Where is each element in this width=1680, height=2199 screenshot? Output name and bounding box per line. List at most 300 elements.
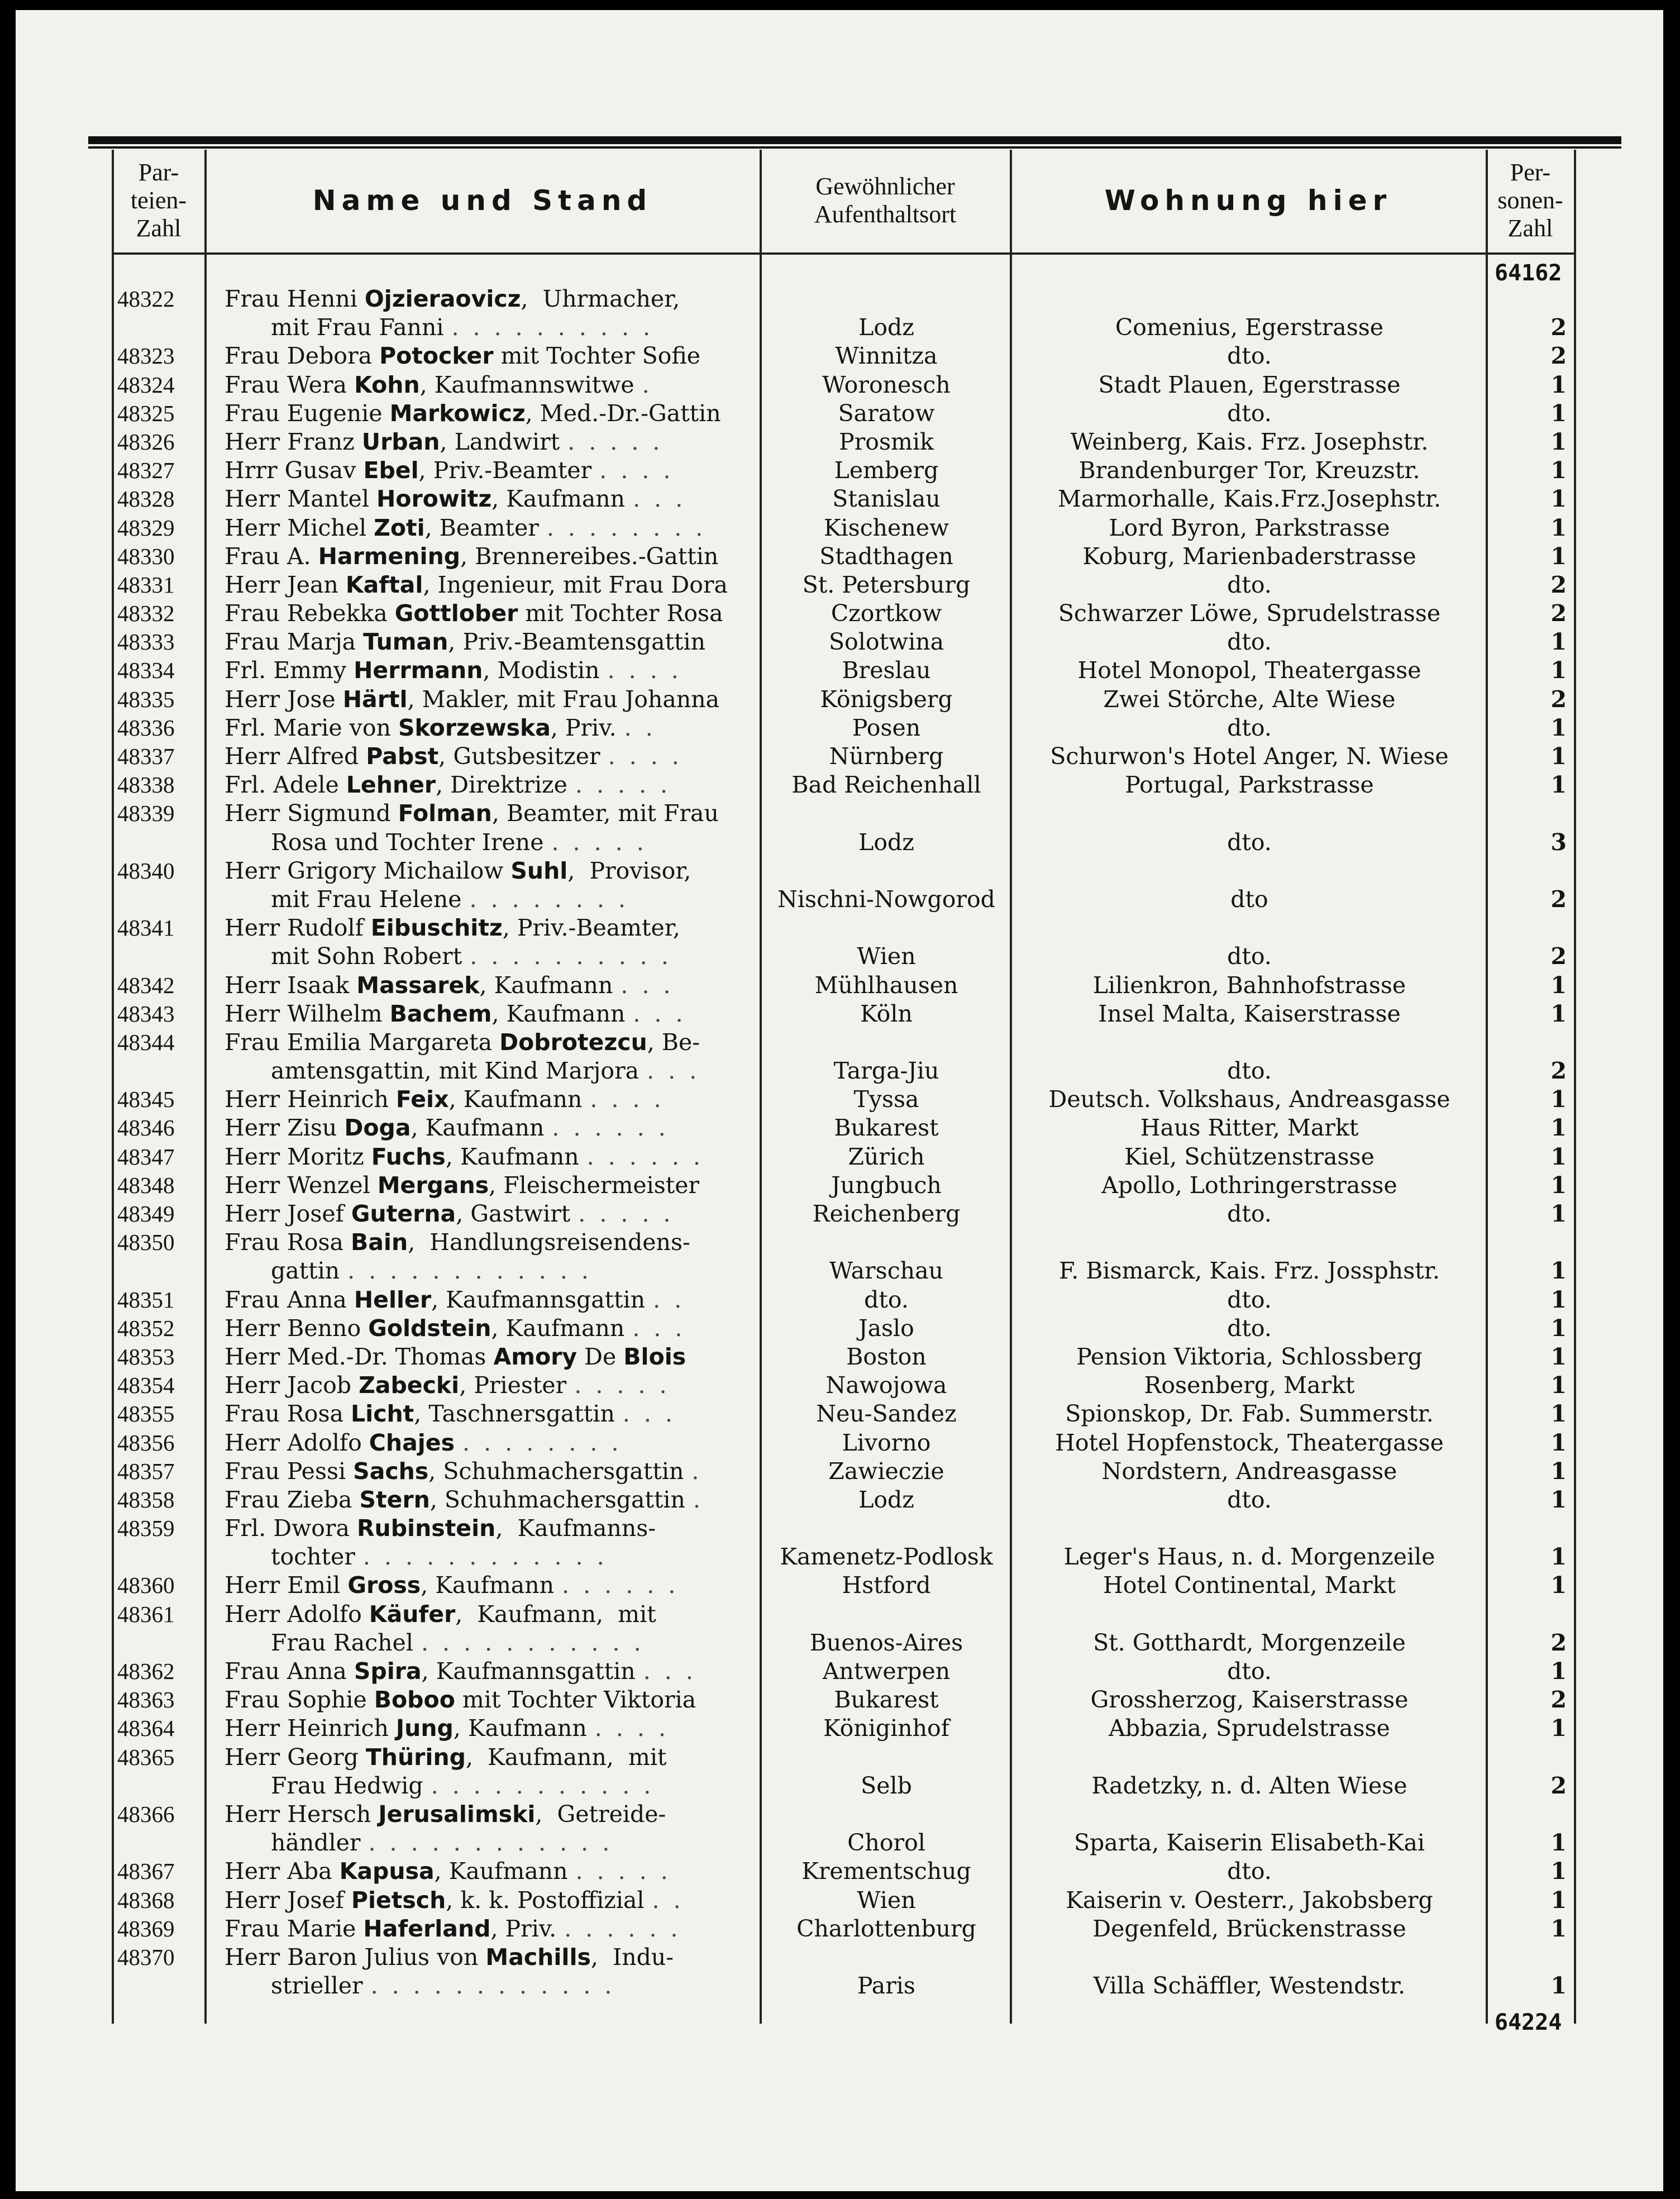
person-count: 1: [1550, 1200, 1567, 1227]
name-text: Frau Marja: [225, 628, 364, 656]
party-number: 48356: [117, 1429, 175, 1456]
register-entry: [0, 542, 1680, 571]
register-entry: [0, 1314, 1680, 1343]
header-name-und-stand: Name und Stand: [312, 184, 653, 217]
usual-residence: Targa-Jiu: [833, 1057, 939, 1085]
local-address: dto.: [1227, 828, 1272, 856]
party-number: 48367: [117, 1858, 175, 1885]
name-and-status: [225, 1085, 758, 1114]
name-text: , Direktrize: [436, 771, 567, 799]
usual-residence: Livorno: [842, 1429, 931, 1456]
name-and-status: [225, 485, 758, 513]
usual-residence: Lodz: [858, 828, 914, 856]
surname: Folman: [398, 800, 492, 827]
name-text: Frau Marie: [225, 1915, 364, 1942]
name-text: , Kaufmann: [491, 1000, 626, 1027]
name-text: , Brennereibes.-Gattin: [460, 542, 719, 570]
register-entry: [0, 1457, 1680, 1486]
party-number: 48322: [117, 286, 175, 312]
party-number: 48357: [117, 1458, 175, 1484]
register-entry: [0, 1200, 1680, 1228]
register-entry: [0, 514, 1680, 542]
name-text: , Kaufmann: [453, 1715, 587, 1742]
person-count: 2: [1550, 1772, 1567, 1799]
surname: Massarek: [356, 971, 480, 999]
local-address: Lord Byron, Parkstrasse: [1109, 514, 1390, 541]
entry-line: [0, 514, 1680, 542]
entry-line: [0, 1371, 1680, 1400]
entry-line: [0, 371, 1680, 399]
name-and-status: [225, 1915, 758, 1943]
person-count: 2: [1550, 314, 1567, 341]
leader-dots: . . . . .: [575, 771, 671, 799]
local-address: Schurwon's Hotel Anger, N. Wiese: [1050, 743, 1449, 770]
entry-line: [0, 571, 1680, 599]
person-count: 1: [1550, 1572, 1567, 1599]
entry-line: [0, 771, 1680, 799]
name-and-status: [225, 1286, 758, 1314]
name-and-status: [225, 456, 758, 485]
register-entry: [0, 1371, 1680, 1400]
usual-residence: Warschau: [829, 1257, 943, 1285]
name-and-status: [225, 1800, 758, 1829]
party-number: 48359: [117, 1515, 175, 1542]
person-count: 2: [1550, 600, 1567, 627]
name-text: Herr Alfred: [225, 743, 366, 770]
party-number: 48339: [117, 800, 175, 827]
person-count: 1: [1550, 771, 1567, 799]
surname: Mergans: [377, 1171, 489, 1199]
entry-line: [0, 1200, 1680, 1228]
name-text: Herr Michel: [225, 514, 374, 541]
surname: Käufer: [369, 1600, 456, 1628]
local-address: Abbazia, Sprudelstrasse: [1109, 1715, 1390, 1742]
name-and-status: [271, 313, 758, 342]
entry-line: [0, 1114, 1680, 1142]
register-entry: [0, 1286, 1680, 1314]
entry-line: [0, 857, 1680, 885]
name-text: mit Sohn Robert: [271, 943, 462, 970]
party-number: 48328: [117, 486, 175, 512]
name-text: Frau Wera: [225, 371, 355, 398]
entry-line: [0, 1571, 1680, 1600]
register-entry: [0, 685, 1680, 714]
local-address: dto.: [1227, 943, 1272, 970]
name-text: , Priester: [459, 1372, 567, 1399]
local-address: dto.: [1227, 1057, 1272, 1085]
name-text: Herr Josef: [225, 1886, 351, 1914]
name-and-status: [225, 1857, 758, 1886]
name-text: Frau Anna: [225, 1286, 354, 1313]
entry-line: [0, 342, 1680, 370]
party-number: 48352: [117, 1315, 175, 1341]
local-address: Hotel Continental, Markt: [1103, 1572, 1396, 1599]
name-text: mit Tochter Rosa: [518, 600, 723, 627]
surname: Kapusa: [339, 1858, 435, 1885]
register-entry: [0, 1171, 1680, 1200]
usual-residence: Posen: [852, 714, 921, 741]
name-text: , Landwirt: [440, 428, 560, 455]
entry-line: [0, 1743, 1680, 1772]
surname: Doga: [344, 1114, 411, 1142]
local-address: Koburg, Marienbaderstrasse: [1082, 542, 1416, 570]
register-entry: [0, 742, 1680, 771]
person-count: 1: [1550, 457, 1567, 484]
local-address: Grossherzog, Kaiserstrasse: [1090, 1686, 1409, 1714]
entry-line: [0, 656, 1680, 685]
name-text: , Kaufmann: [411, 1114, 545, 1142]
usual-residence: Zawieczie: [828, 1457, 944, 1485]
person-count: 1: [1550, 657, 1567, 684]
name-and-status: [225, 285, 758, 313]
person-count: 1: [1550, 1429, 1567, 1456]
local-address: dto.: [1227, 714, 1272, 741]
entry-line: [0, 1457, 1680, 1486]
entry-line: [0, 1972, 1680, 2000]
name-text: Hrrr Gusav: [225, 457, 364, 484]
leader-dots: . . . . . . . . . . .: [431, 1772, 655, 1799]
name-text: Herr Baron Julius von: [225, 1943, 486, 1971]
name-text: Herr Jacob: [225, 1372, 359, 1399]
leader-dots: . . .: [633, 1000, 686, 1027]
person-count: 1: [1550, 1314, 1567, 1342]
usual-residence: Selb: [861, 1772, 912, 1799]
register-entry: [0, 399, 1680, 428]
leader-dots: . . . . . .: [552, 1114, 669, 1142]
name-text: , Priv.-Beamter,: [502, 914, 680, 942]
party-number: 48325: [117, 400, 175, 426]
person-count: 1: [1550, 1829, 1567, 1857]
name-text: , Med.-Dr.-Gattin: [525, 399, 721, 427]
register-entry: [0, 1085, 1680, 1114]
name-and-status: [225, 656, 758, 685]
register-entry: [0, 571, 1680, 599]
entry-line: [0, 1000, 1680, 1028]
entry-line: [0, 456, 1680, 485]
name-text: , Kaufmann: [479, 971, 613, 999]
person-count: 1: [1550, 714, 1567, 741]
person-count: 1: [1550, 1543, 1567, 1571]
name-text: Rosa und Tochter Irene: [271, 828, 544, 856]
register-entry: [0, 1028, 1680, 1085]
name-text: , Priv.-Beamtensgattin: [448, 628, 705, 656]
name-text: Herr Rudolf: [225, 914, 371, 942]
person-count: 1: [1550, 1486, 1567, 1513]
surname: Guterna: [351, 1200, 456, 1227]
usual-residence: Stadthagen: [819, 542, 953, 570]
entry-line: [0, 1171, 1680, 1200]
register-entry: [0, 628, 1680, 656]
leader-dots: . . . . .: [574, 1372, 670, 1399]
entry-line: [0, 285, 1680, 313]
name-and-status: [225, 971, 758, 1000]
usual-residence: Lodz: [858, 314, 914, 341]
leader-dots: . .: [652, 1886, 684, 1914]
name-text: Herr Jean: [225, 571, 346, 598]
person-count: 1: [1550, 542, 1567, 570]
person-count: 1: [1550, 1257, 1567, 1285]
usual-residence: Bukarest: [834, 1114, 939, 1142]
entry-line: [0, 714, 1680, 742]
local-address: dto.: [1227, 1858, 1272, 1885]
name-text: , Kaufmannsgattin: [431, 1286, 646, 1313]
name-text: , Gutsbesitzer: [438, 743, 600, 770]
entry-line: [0, 1543, 1680, 1571]
name-and-status: [225, 1028, 758, 1057]
name-and-status: [225, 542, 758, 571]
entry-line: [0, 428, 1680, 456]
register-entry: [0, 371, 1680, 399]
name-text: , Provisor,: [567, 857, 691, 884]
local-address: Apollo, Lothringerstrasse: [1101, 1171, 1397, 1199]
local-address: dto: [1230, 885, 1268, 913]
local-address: dto.: [1227, 342, 1272, 370]
party-number: 48333: [117, 629, 175, 655]
usual-residence: Wien: [857, 943, 916, 970]
surname: Kaftal: [345, 571, 423, 598]
name-and-status: [271, 1543, 758, 1571]
name-text: Frau Rebekka: [225, 600, 395, 627]
usual-residence: Chorol: [847, 1829, 925, 1857]
name-text: Frau Rachel: [271, 1629, 413, 1656]
entry-line: [0, 942, 1680, 971]
name-and-status: [225, 1343, 758, 1371]
name-text: Frau Anna: [225, 1658, 354, 1685]
usual-residence: dto.: [864, 1286, 909, 1313]
usual-residence: Jaslo: [858, 1314, 914, 1342]
register-entry: [0, 714, 1680, 742]
name-text: , Fleischermeister: [489, 1171, 700, 1199]
party-number: 48361: [117, 1601, 175, 1627]
entry-line: [0, 313, 1680, 342]
name-text: mit Frau Fanni: [271, 314, 444, 341]
party-number: 48323: [117, 343, 175, 369]
person-count: 1: [1550, 1372, 1567, 1399]
leader-dots: . . . . . .: [564, 1915, 681, 1942]
local-address: Hotel Monopol, Theatergasse: [1077, 657, 1421, 684]
local-address: Deutsch. Volkshaus, Andreasgasse: [1048, 1086, 1450, 1113]
party-number: 48346: [117, 1115, 175, 1141]
name-text: , Priv.: [490, 1915, 557, 1942]
entry-line: [0, 885, 1680, 914]
name-text: Herr Aba: [225, 1858, 340, 1885]
name-text: , Kaufmanns-: [495, 1515, 656, 1542]
name-text: Herr Josef: [225, 1200, 351, 1227]
local-address: Hotel Hopfenstock, Theatergasse: [1055, 1429, 1444, 1456]
person-count: 1: [1550, 1343, 1567, 1370]
leader-dots: . . .: [633, 485, 686, 513]
usual-residence: Lodz: [858, 1486, 914, 1513]
surname: Bain: [351, 1229, 408, 1256]
register-entry: [0, 799, 1680, 856]
usual-residence: Czortkow: [831, 600, 942, 627]
name-text: , Schuhmachersgattin: [428, 1457, 684, 1485]
name-text: , k. k. Postoffizial: [446, 1886, 645, 1914]
surname: Harmening: [318, 542, 461, 570]
name-text: Herr Med.-Dr. Thomas: [225, 1343, 494, 1370]
register-entry: [0, 1714, 1680, 1743]
name-text: mit Tochter Sofie: [493, 342, 701, 370]
name-and-status: [225, 1686, 758, 1714]
name-and-status: [225, 1714, 758, 1743]
usual-residence: Zürich: [848, 1143, 925, 1170]
register-entry: [0, 1857, 1680, 1886]
usual-residence: Stanislau: [832, 485, 941, 513]
party-number: 48347: [117, 1143, 175, 1170]
entry-line: [0, 685, 1680, 714]
entry-line: [0, 1829, 1680, 1857]
usual-residence: Nawojowa: [825, 1372, 947, 1399]
party-number: 48337: [117, 743, 175, 769]
party-number: 48363: [117, 1687, 175, 1713]
party-number: 48349: [117, 1201, 175, 1227]
name-text: , Ingenieur, mit Frau Dora: [423, 571, 728, 598]
name-text: Frl. Marie von: [225, 714, 398, 741]
person-count: 1: [1550, 1858, 1567, 1885]
usual-residence: Charlottenburg: [796, 1915, 976, 1942]
name-text: Frau A.: [225, 542, 318, 570]
party-number: 48326: [117, 428, 175, 455]
usual-residence: Antwerpen: [822, 1658, 951, 1685]
entry-line: [0, 1629, 1680, 1657]
entry-line: [0, 1943, 1680, 1972]
name-text: , Beamter, mit Frau: [491, 800, 719, 827]
name-text: Herr Jose: [225, 685, 343, 713]
name-text: , Gastwirt: [456, 1200, 571, 1227]
usual-residence: Nürnberg: [829, 743, 944, 770]
name-and-status: [225, 1314, 758, 1343]
name-and-status: [225, 857, 758, 885]
name-and-status: [271, 1772, 758, 1800]
person-count: 1: [1550, 1143, 1567, 1170]
local-address: dto.: [1227, 1286, 1272, 1313]
surname: Thüring: [365, 1743, 466, 1771]
usual-residence: Neu-Sandez: [816, 1400, 957, 1428]
party-number: 48342: [117, 972, 175, 998]
register-entry: [0, 656, 1680, 685]
party-number: 48370: [117, 1944, 175, 1970]
name-text: , Kaufmann, mit: [465, 1743, 667, 1771]
leader-dots: . . .: [647, 1057, 700, 1085]
person-count: 1: [1550, 1915, 1567, 1942]
surname: Heller: [354, 1286, 432, 1313]
name-and-status: [225, 428, 758, 456]
usual-residence: Krementschug: [801, 1858, 971, 1885]
name-and-status: [271, 1057, 758, 1085]
name-text: , Kaufmann: [491, 485, 626, 513]
surname: Boboo: [374, 1686, 455, 1714]
surname: Fuchs: [371, 1143, 446, 1170]
name-text: Herr Heinrich: [225, 1715, 396, 1742]
leader-dots: . . . . .: [567, 428, 664, 455]
person-count: 1: [1550, 1457, 1567, 1485]
leader-dots: . . . . . . . .: [462, 1429, 622, 1456]
register-entry: [0, 857, 1680, 914]
entry-line: [0, 1686, 1680, 1714]
name-text: Herr Grigory Michailow: [225, 857, 511, 884]
name-text: , Uhrmacher,: [521, 285, 680, 312]
party-number: 48362: [117, 1658, 175, 1684]
surname: Dobrotezcu: [499, 1028, 647, 1056]
surname: Gottlober: [394, 600, 518, 627]
surname: Goldstein: [368, 1314, 491, 1342]
entry-line: [0, 1486, 1680, 1514]
register-entry: [0, 914, 1680, 971]
leader-dots: . . . .: [608, 743, 682, 770]
local-address: dto.: [1227, 1658, 1272, 1685]
surname: Rubinstein: [356, 1515, 496, 1542]
name-text: Herr Wilhelm: [225, 1000, 390, 1027]
entry-line: [0, 1429, 1680, 1457]
surname: Horowitz: [376, 485, 492, 513]
local-address: Pension Viktoria, Schlossberg: [1076, 1343, 1423, 1370]
local-address: Portugal, Parkstrasse: [1125, 771, 1374, 799]
party-number: 48340: [117, 857, 175, 884]
person-count: 2: [1550, 685, 1567, 713]
name-and-status: [225, 1600, 758, 1629]
name-and-status: [271, 1257, 758, 1285]
usual-residence: Buenos-Aires: [809, 1629, 963, 1656]
usual-residence: Reichenberg: [812, 1200, 961, 1227]
leader-dots: . . . .: [590, 1086, 665, 1113]
local-address: Rosenberg, Markt: [1144, 1372, 1355, 1399]
entries-list: [0, 285, 1680, 2000]
register-entry: [0, 971, 1680, 1000]
local-address: Comenius, Egerstrasse: [1115, 314, 1384, 341]
party-number: 48350: [117, 1229, 175, 1256]
party-number: 48365: [117, 1744, 175, 1770]
entry-line: [0, 1314, 1680, 1343]
party-number: 48324: [117, 371, 175, 398]
local-address: dto.: [1227, 1486, 1272, 1513]
name-text: Herr Emil: [225, 1572, 348, 1599]
surname: Spira: [354, 1658, 422, 1685]
local-address: F. Bismarck, Kais. Frz. Jossphstr.: [1059, 1257, 1440, 1285]
party-number: 48344: [117, 1029, 175, 1055]
name-text: gattin: [271, 1257, 340, 1285]
register-entry: [0, 485, 1680, 513]
name-text: mit Tochter Viktoria: [455, 1686, 696, 1714]
surname: Blois: [623, 1343, 686, 1370]
usual-residence: Kischenew: [823, 514, 949, 541]
local-address: Zwei Störche, Alte Wiese: [1103, 685, 1396, 713]
usual-residence: Paris: [857, 1972, 915, 2000]
surname: Stern: [359, 1486, 430, 1513]
person-count: 1: [1550, 514, 1567, 541]
surname: Licht: [351, 1400, 414, 1428]
local-address: Degenfeld, Brückenstrasse: [1092, 1915, 1406, 1942]
usual-residence: Mühlhausen: [814, 971, 958, 999]
header-wohnung-hier: Wohnung hier: [1104, 184, 1392, 217]
party-number: 48327: [117, 457, 175, 484]
entry-line: [0, 914, 1680, 942]
party-number: 48355: [117, 1401, 175, 1427]
name-and-status: [225, 1371, 758, 1400]
usual-residence: Boston: [846, 1343, 927, 1370]
local-address: Weinberg, Kais. Frz. Josephstr.: [1070, 428, 1429, 455]
name-and-status: [225, 1486, 758, 1514]
local-address: dto.: [1227, 628, 1272, 656]
name-text: , Kaufmann: [421, 1572, 555, 1599]
name-text: Herr Moritz: [225, 1143, 371, 1170]
name-text: , Kaufmannsgattin: [421, 1658, 636, 1685]
party-number: 48360: [117, 1572, 175, 1599]
local-address: dto.: [1227, 1314, 1272, 1342]
party-number: 48341: [117, 915, 175, 941]
leader-dots: . . . . . . . . . . . .: [362, 1543, 608, 1571]
local-address: Kiel, Schützenstrasse: [1124, 1143, 1374, 1170]
entry-line: [0, 1714, 1680, 1743]
